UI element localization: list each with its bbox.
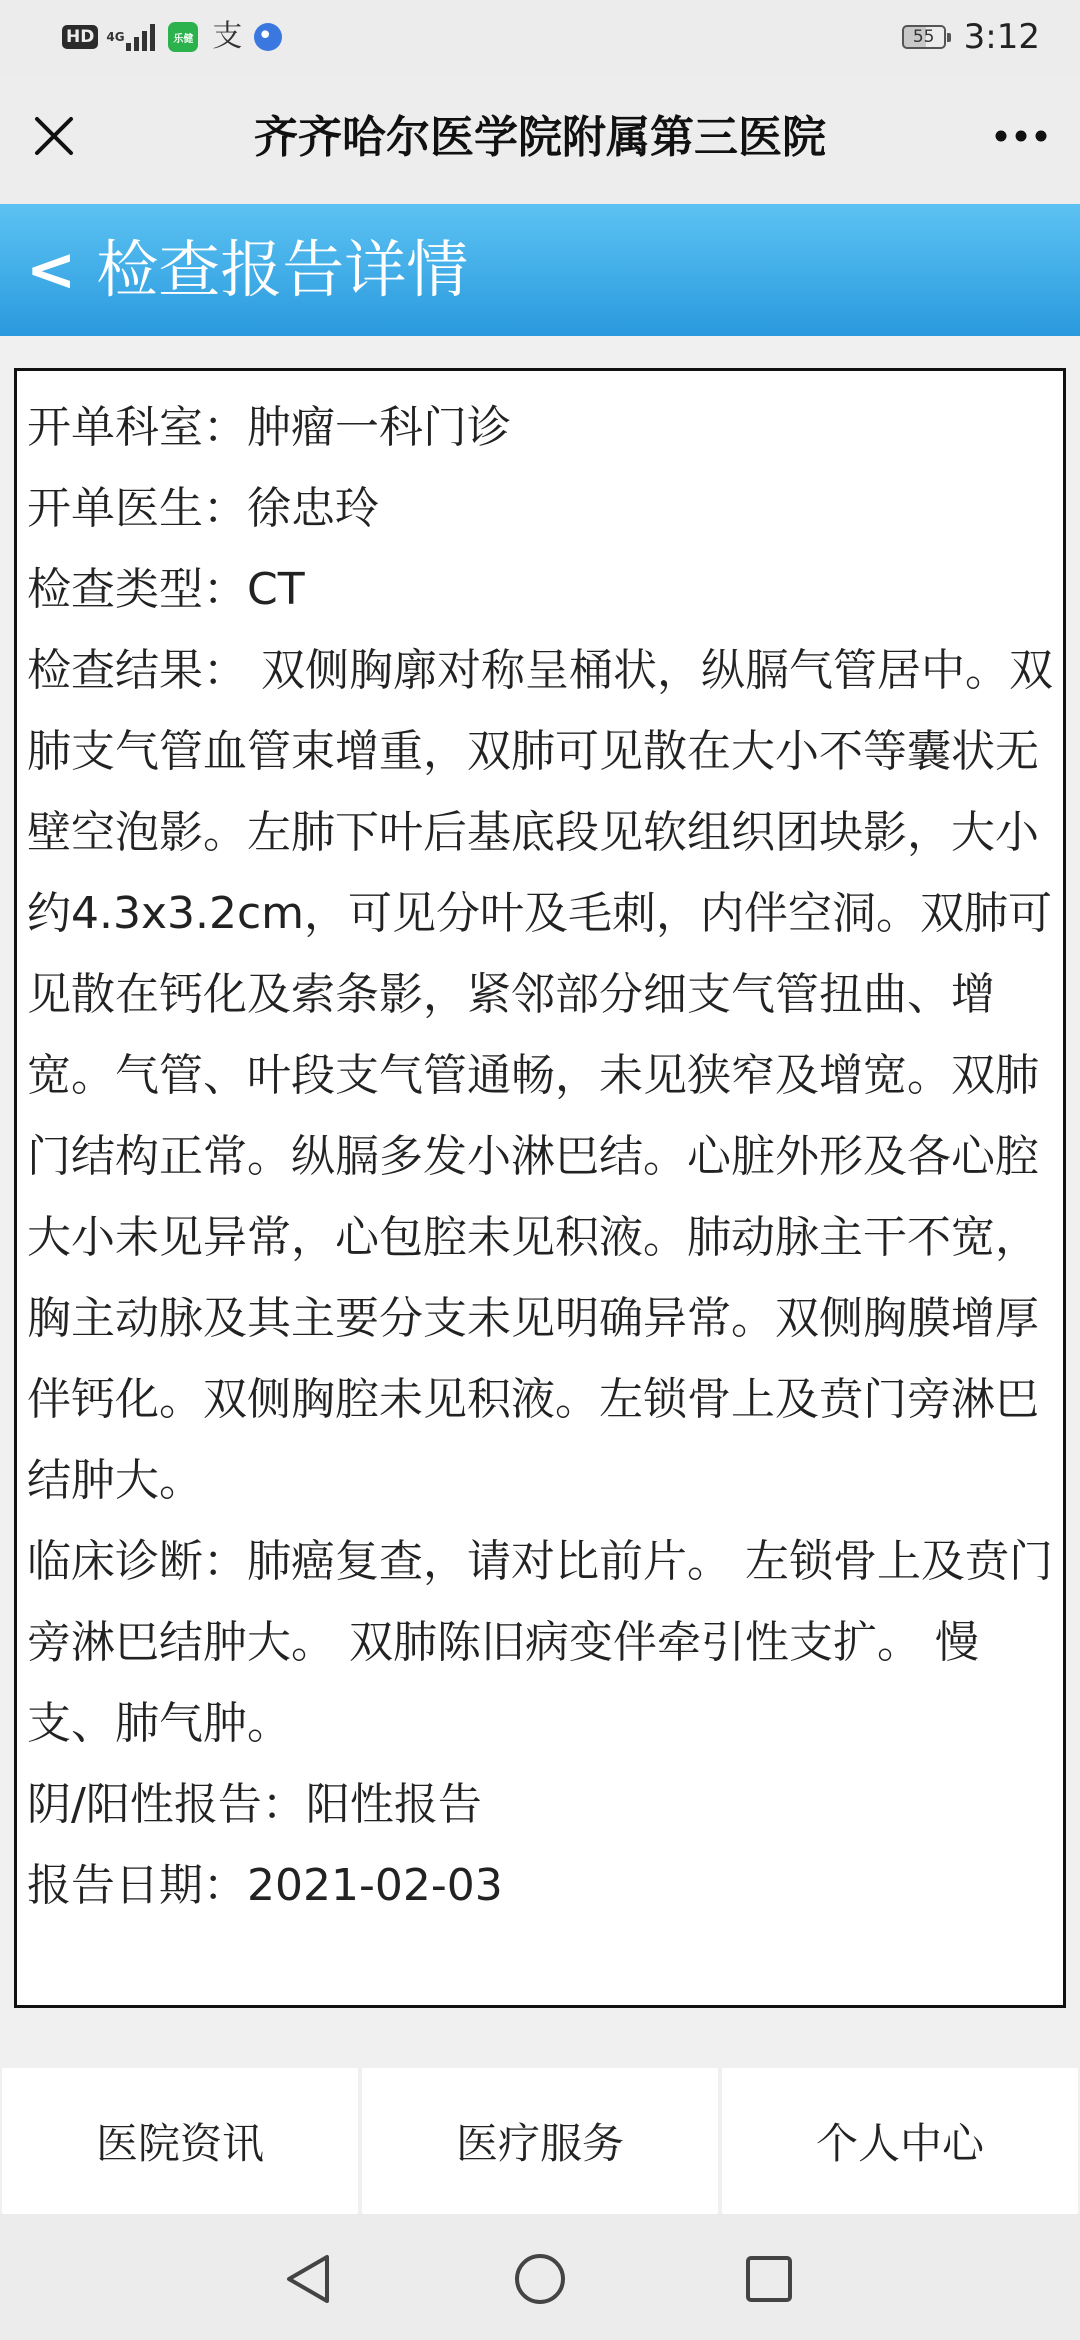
- more-icon: [994, 129, 1048, 143]
- back-button[interactable]: [26, 234, 468, 306]
- chevron-left-icon: <: [26, 235, 77, 305]
- report-date-label: 报告日期：: [27, 1860, 247, 1911]
- report-header: [0, 204, 1080, 336]
- clock: 3:12: [963, 17, 1040, 57]
- close-icon: [34, 116, 74, 156]
- app-notification-icon: 乐健: [168, 22, 198, 52]
- polarity-value: 阳性报告: [305, 1779, 482, 1830]
- circle-home-icon: [512, 2251, 568, 2307]
- square-recents-icon: [741, 2251, 797, 2307]
- page-title: 齐齐哈尔医学院附属第三医院: [254, 112, 826, 163]
- polarity-label: 阴/阳性报告：: [27, 1779, 306, 1830]
- result-row: [27, 630, 1055, 1521]
- report-detail: [14, 368, 1066, 2008]
- doctor-value: 徐忠玲: [247, 483, 379, 534]
- header-title: 检查报告详情: [96, 233, 469, 306]
- more-button[interactable]: [986, 106, 1056, 166]
- signal-icon: [126, 23, 158, 51]
- title-bar: [0, 76, 1080, 204]
- department-row: [27, 387, 1055, 468]
- close-button[interactable]: [24, 106, 84, 166]
- tab-personal-center[interactable]: 个人中心: [722, 2068, 1078, 2214]
- tab-hospital-news[interactable]: 医院资讯: [2, 2068, 358, 2214]
- doctor-row: [27, 468, 1055, 549]
- browser-notification-icon: [254, 23, 282, 51]
- status-right: [902, 16, 1040, 58]
- status-left: [62, 20, 282, 54]
- department-label: 开单科室：: [27, 402, 247, 453]
- alipay-icon: 支: [212, 19, 243, 54]
- exam-type-value: CT: [247, 564, 305, 615]
- department-value: 肿瘤一科门诊: [247, 402, 511, 453]
- result-value: 双侧胸廓对称呈桶状，纵膈气管居中。双肺支气管血管束增重，双肺可见散在大小不等囊状无壁空泡影。左肺下叶后基底段见软组织团块影，大小约4.3x3.2cm，可见分叶及毛刺，内伴空洞。双肺可见散在钙化及索条影，紧邻部分细支气管扭曲、增宽。气管、叶段支气管通畅，未见狭窄及增宽。双肺门结构正常。纵膈多发小淋巴结。心脏外形及各心腔大小未见异常，心包腔未见积液。肺动脉主干不宽，胸主动脉及其主要分支未见明确异常。双侧胸膜增厚伴钙化。双侧胸腔未见积液。左锁骨上及贲门旁淋巴结肿大。: [27, 645, 1053, 1506]
- nav-recents-button[interactable]: [724, 2234, 814, 2324]
- network-type: 4G: [106, 30, 125, 44]
- report-date-value: 2021-02-03: [247, 1860, 503, 1911]
- tab-medical-services[interactable]: 医疗服务: [362, 2068, 718, 2214]
- polarity-row: [27, 1764, 1055, 1845]
- diagnosis-label: 临床诊断：: [27, 1536, 247, 1587]
- battery-icon: 55: [902, 25, 946, 49]
- status-bar: [0, 0, 1080, 76]
- triangle-back-icon: [281, 2251, 337, 2307]
- exam-type-row: [27, 549, 1055, 630]
- doctor-label: 开单医生：: [27, 483, 247, 534]
- nav-home-button[interactable]: [495, 2234, 585, 2324]
- diagnosis-row: [27, 1521, 1055, 1764]
- nav-back-button[interactable]: [264, 2234, 354, 2324]
- bottom-tab-bar: [0, 2068, 1080, 2214]
- diagnosis-value: 肺癌复查，请对比前片。 左锁骨上及贲门旁淋巴结肿大。 双肺陈旧病变伴牵引性支扩。 慢支、肺气肿。: [27, 1536, 1053, 1749]
- report-date-row: [27, 1845, 1055, 1926]
- system-nav-bar: [0, 2214, 1080, 2340]
- result-label: 检查结果：: [27, 645, 247, 696]
- hd-badge: HD: [62, 25, 98, 49]
- exam-type-label: 检查类型：: [27, 564, 247, 615]
